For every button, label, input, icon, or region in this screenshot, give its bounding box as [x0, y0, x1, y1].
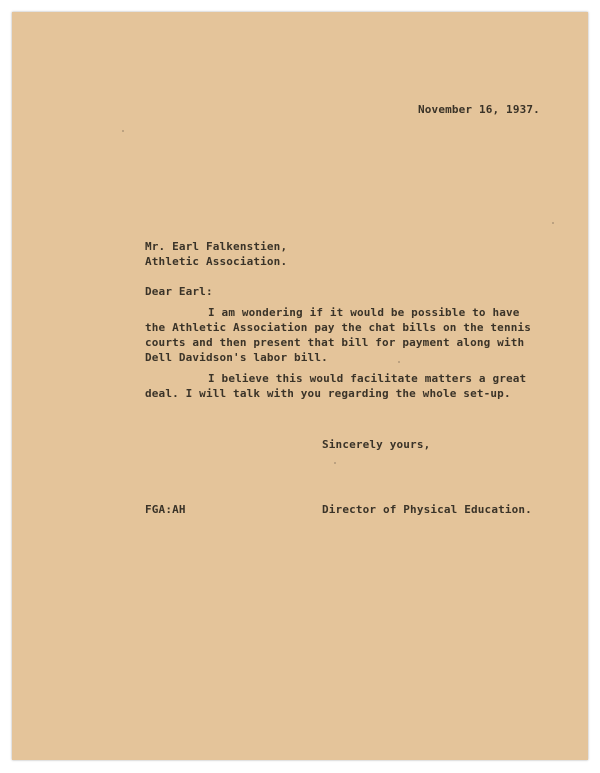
- paper-speck: [122, 130, 124, 132]
- closing: Sincerely yours,: [322, 438, 431, 451]
- paragraph1-line: the Athletic Association pay the chat bills on the tennis: [145, 321, 532, 334]
- paragraph1-line: I am wondering if it would be possible to have: [208, 306, 520, 319]
- letter-page: [12, 12, 588, 760]
- paragraph1-line: Dell Davidson's labor bill.: [145, 351, 328, 364]
- paragraph2-line: I believe this would facilitate matters a great: [208, 372, 527, 385]
- letter-date: November 16, 1937.: [418, 103, 540, 116]
- signature-title: Director of Physical Education.: [322, 503, 532, 516]
- typist-initials: FGA:AH: [145, 503, 186, 516]
- salutation: Dear Earl:: [145, 285, 213, 298]
- recipient-organization: Athletic Association.: [145, 255, 288, 268]
- paragraph1-line: courts and then present that bill for payment along with: [145, 336, 525, 349]
- paper-speck: [334, 462, 336, 464]
- paper-speck: [398, 361, 400, 363]
- recipient-name: Mr. Earl Falkenstien,: [145, 240, 288, 253]
- paragraph2-line: deal. I will talk with you regarding the whole set-up.: [145, 387, 511, 400]
- paper-speck: [552, 222, 554, 224]
